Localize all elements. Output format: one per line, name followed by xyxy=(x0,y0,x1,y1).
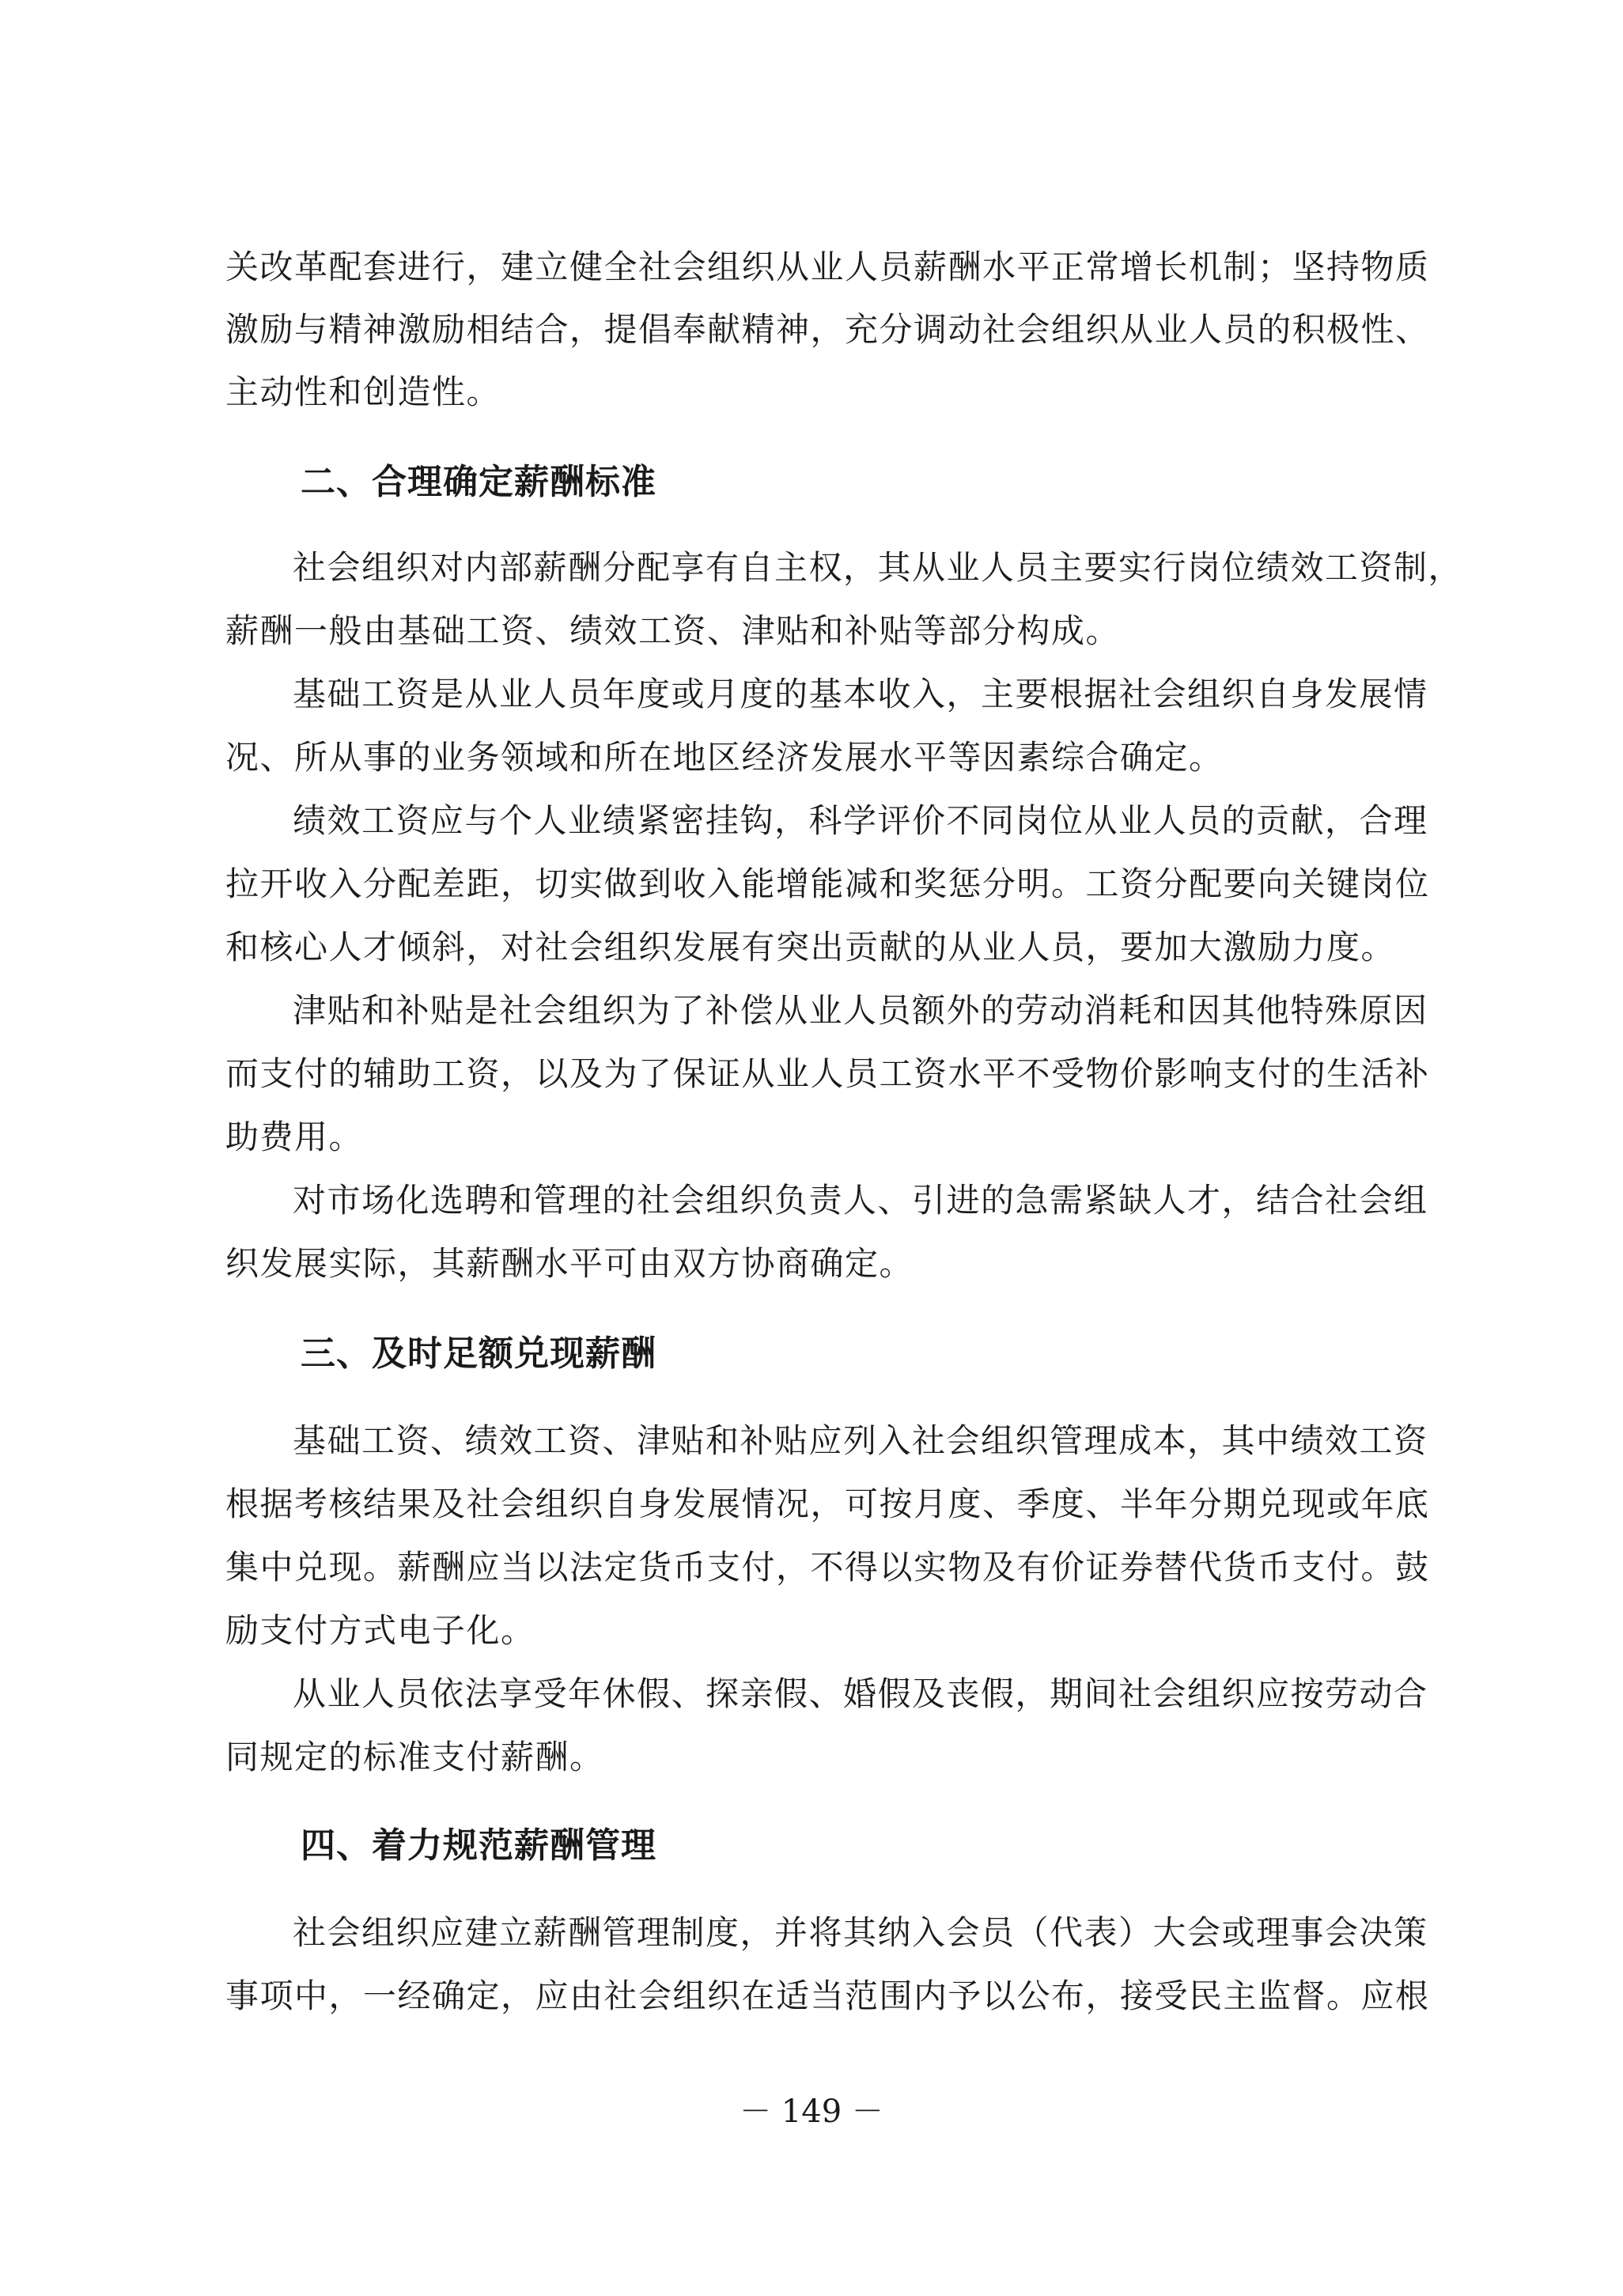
paragraph-line: 主动性和创造性。 xyxy=(225,373,501,411)
section-heading-3: 三、及时足额兑现薪酬 xyxy=(301,1333,656,1374)
paragraph-line: 基础工资、绩效工资、津贴和补贴应列入社会组织管理成本，其中绩效工资 xyxy=(293,1421,1428,1460)
paragraph-line: 从业人员依法享受年休假、探亲假、婚假及丧假，期间社会组织应按劳动合 xyxy=(293,1674,1428,1713)
paragraph-line: 关改革配套进行，建立健全社会组织从业人员薪酬水平正常增长机制；坚持物质 xyxy=(225,248,1430,286)
paragraph-line: 激励与精神激励相结合，提倡奉献精神，充分调动社会组织从业人员的积极性、 xyxy=(225,310,1430,349)
paragraph-line: 同规定的标准支付薪酬。 xyxy=(225,1738,604,1776)
paragraph-line: 绩效工资应与个人业绩紧密挂钩，科学评价不同岗位从业人员的贡献，合理 xyxy=(293,801,1428,840)
paragraph-line: 事项中，一经确定，应由社会组织在适当范围内予以公布，接受民主监督。应根 xyxy=(225,1976,1430,2015)
section-heading-4: 四、着力规范薪酬管理 xyxy=(301,1825,656,1866)
paragraph-line: 薪酬一般由基础工资、绩效工资、津贴和补贴等部分构成。 xyxy=(225,611,1121,650)
page-number: － 149 － xyxy=(740,2094,883,2130)
paragraph-line: 对市场化选聘和管理的社会组织负责人、引进的急需紧缺人才，结合社会组 xyxy=(293,1181,1428,1220)
paragraph-line: 拉开收入分配差距，切实做到收入能增能减和奖惩分明。工资分配要向关键岗位 xyxy=(225,864,1430,903)
paragraph-line: 励支付方式电子化。 xyxy=(225,1611,535,1650)
paragraph-line: 况、所从事的业务领域和所在地区经济发展水平等因素综合确定。 xyxy=(225,738,1224,777)
paragraph-line: 和核心人才倾斜，对社会组织发展有突出贡献的从业人员，要加大激励力度。 xyxy=(225,928,1396,966)
paragraph-line: 集中兑现。薪酬应当以法定货币支付，不得以实物及有价证券替代货币支付。鼓 xyxy=(225,1548,1430,1587)
paragraph-line: 根据考核结果及社会组织自身发展情况，可按月度、季度、半年分期兑现或年底 xyxy=(225,1485,1430,1523)
paragraph-line: 社会组织应建立薪酬管理制度，并将其纳入会员（代表）大会或理事会决策 xyxy=(293,1913,1428,1952)
paragraph-line: 社会组织对内部薪酬分配享有自主权，其从业人员主要实行岗位绩效工资制， xyxy=(293,548,1463,587)
paragraph-line: 基础工资是从业人员年度或月度的基本收入，主要根据社会组织自身发展情 xyxy=(293,675,1428,713)
section-heading-2: 二、合理确定薪酬标准 xyxy=(301,462,656,502)
paragraph-line: 助费用。 xyxy=(225,1118,364,1156)
paragraph-line: 织发展实际，其薪酬水平可由双方协商确定。 xyxy=(225,1244,914,1283)
paragraph-line: 而支付的辅助工资，以及为了保证从业人员工资水平不受物价影响支付的生活补 xyxy=(225,1054,1430,1093)
paragraph-line: 津贴和补贴是社会组织为了补偿从业人员额外的劳动消耗和因其他特殊原因 xyxy=(293,991,1428,1030)
